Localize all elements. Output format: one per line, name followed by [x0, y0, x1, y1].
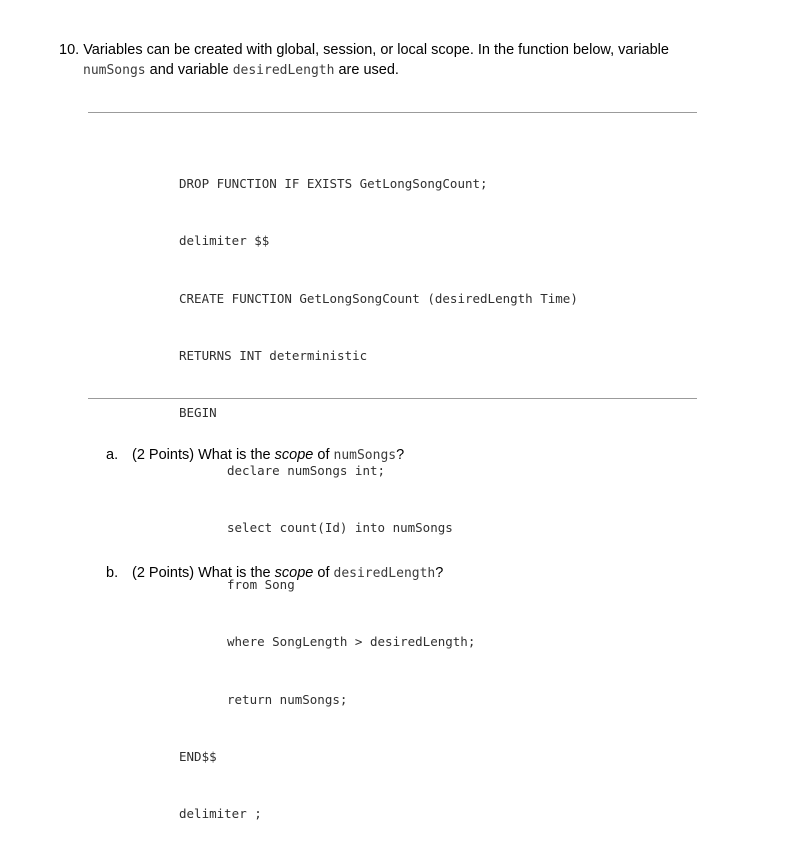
subquestion-a: [106, 445, 404, 466]
subquestion-of: of: [317, 565, 330, 581]
code-line: CREATE FUNCTION GetLongSongCount (desiredLength Time): [179, 290, 578, 306]
question-text: Variables can be created with global, session, or local scope. In the function below, variable: [83, 42, 669, 58]
variable-numsongs: numSongs: [83, 63, 146, 78]
question-text-and: and variable: [149, 62, 229, 78]
question-number: 10.: [59, 42, 80, 58]
subquestion-b: [106, 563, 443, 584]
subquestion-code: desiredLength: [333, 566, 436, 581]
code-line: declare numSongs int;: [227, 462, 386, 478]
code-line: END$$: [179, 749, 217, 764]
subquestion-marker: a.: [106, 447, 119, 463]
code-line: from Song: [227, 577, 295, 593]
code-line: BEGIN: [179, 405, 217, 421]
subquestion-emphasis: scope: [274, 565, 314, 581]
code-line: select count(Id) into numSongs: [227, 519, 453, 535]
subquestion-marker: b.: [106, 565, 119, 581]
code-line: delimiter $$: [179, 233, 270, 249]
subquestion-prefix: (2 Points) What is the: [132, 565, 271, 581]
subquestion-emphasis: scope: [274, 447, 314, 463]
code-line: RETURNS INT deterministic: [179, 348, 368, 364]
variable-desiredlength: desiredLength: [232, 63, 335, 78]
question-text-end: are used.: [338, 62, 399, 78]
subquestion-suffix: ?: [396, 447, 405, 463]
question-line-2: [83, 60, 399, 81]
subquestion-suffix: ?: [435, 565, 444, 581]
bottom-divider: [88, 398, 697, 399]
subquestion-code: numSongs: [333, 448, 397, 463]
top-divider: [88, 112, 697, 113]
code-line: return numSongs;: [227, 691, 348, 707]
code-line: DROP FUNCTION IF EXISTS GetLongSongCount;: [179, 176, 488, 192]
subquestion-prefix: (2 Points) What is the: [132, 447, 271, 463]
code-block: [179, 136, 578, 842]
subquestion-of: of: [317, 447, 330, 463]
code-line: where SongLength > desiredLength;: [227, 634, 476, 650]
code-line: delimiter ;: [179, 806, 262, 822]
question-line-1: [59, 40, 669, 60]
